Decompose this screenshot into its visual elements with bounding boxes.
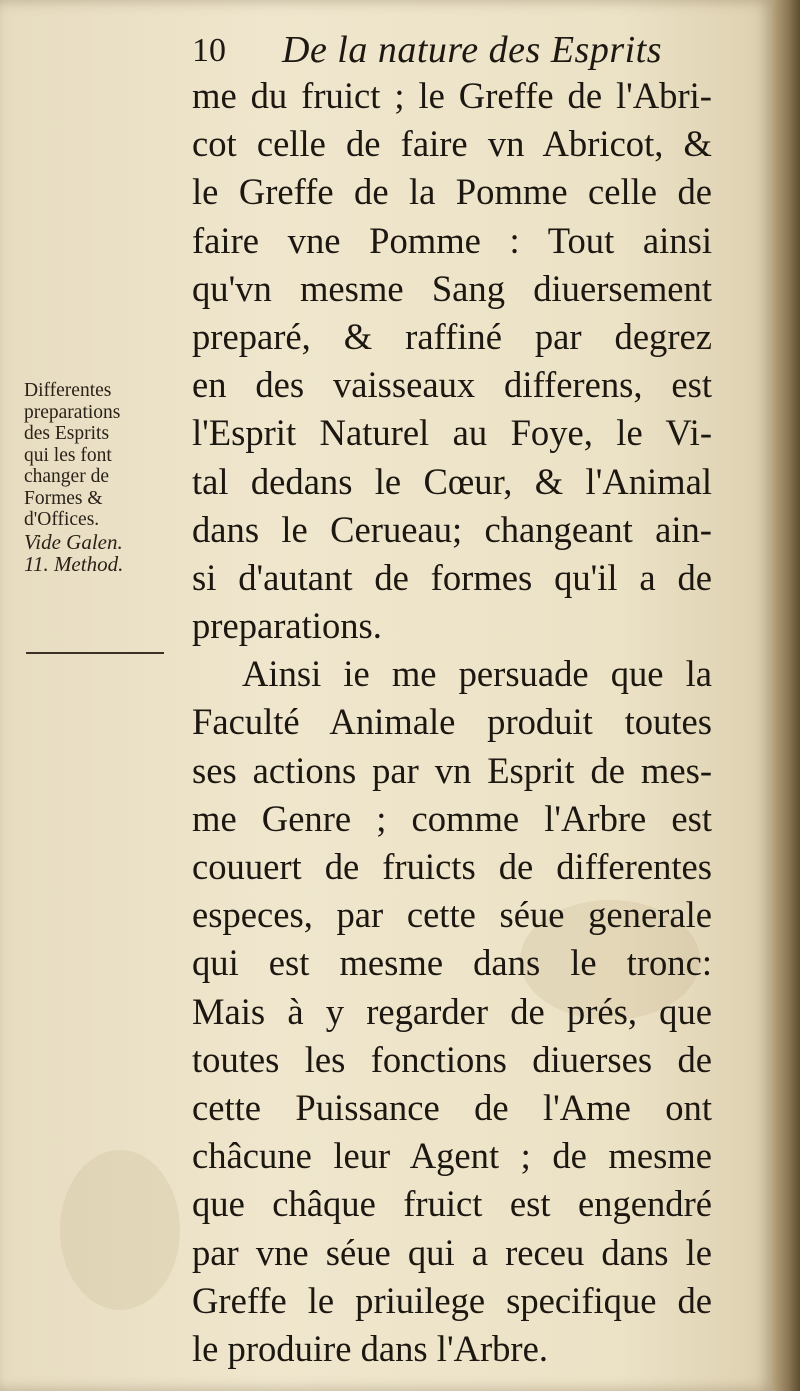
text-line: par vne séue qui a receu dans le — [192, 1231, 712, 1273]
margin-note — [24, 380, 174, 576]
text-line: especes, par cette séue generale — [192, 894, 712, 936]
margin-note-line: qui les font — [24, 444, 112, 466]
text-line: châcune leur Agent ; de mesme — [192, 1135, 712, 1177]
page-edge — [772, 0, 800, 1391]
margin-note-line: preparations — [24, 401, 121, 423]
margin-note-line: Differentes — [24, 380, 112, 401]
text-line: ses actions par vn Esprit de mes- — [192, 749, 712, 791]
text-line: Greffe le priuilege specifique de — [192, 1279, 712, 1321]
margin-citation-line: 11. Method. — [24, 552, 124, 576]
body-text — [192, 72, 712, 1373]
text-line: le produire dans l'Arbre. — [192, 1327, 548, 1369]
text-line: que châque fruict est engendré — [192, 1183, 712, 1225]
text-line: si d'autant de formes qu'il a de — [192, 556, 712, 598]
margin-note-line: changer de — [24, 466, 109, 487]
margin-citation-line: Vide Galen. — [24, 529, 123, 554]
text-line: preparations. — [192, 605, 382, 647]
margin-note-line: Formes & — [24, 487, 103, 509]
text-line: Ainsi ie me persuade que la — [242, 653, 712, 695]
text-line: qu'vn mesme Sang diuersement — [192, 267, 712, 309]
text-line: dans le Cerueau; changeant ain- — [192, 508, 712, 550]
text-line: l'Esprit Naturel au Foye, le Vi- — [192, 412, 712, 454]
text-line: me du fruict ; le Greffe de l'Abri- — [192, 75, 712, 116]
text-line: toutes les fonctions diuerses de — [192, 1038, 712, 1080]
text-line: qui est mesme dans le tronc: — [192, 942, 712, 984]
text-line: couuert de fruicts de differentes — [192, 846, 712, 887]
page-number: 10 — [192, 32, 226, 69]
text-line: Mais à y regarder de prés, que — [192, 990, 712, 1032]
margin-note-rule — [26, 652, 164, 654]
text-line: faire vne Pomme : Tout ainsi — [192, 219, 712, 261]
margin-note-line: d'Offices. — [24, 509, 100, 530]
paper-stain — [60, 1150, 180, 1310]
text-line: me Genre ; comme l'Arbre est — [192, 797, 712, 839]
text-line: cot celle de faire vn Abricot, & — [192, 123, 712, 165]
text-line: le Greffe de la Pomme celle de — [192, 171, 712, 213]
running-title: De la nature des Esprits — [282, 29, 663, 71]
margin-note-line: des Esprits — [24, 423, 110, 444]
text-line: preparé, & raffiné par degrez — [192, 315, 712, 357]
text-line: en des vaisseaux differens, est — [192, 364, 712, 406]
text-line: tal dedans le Cœur, & l'Animal — [192, 460, 712, 502]
text-line: cette Puissance de l'Ame ont — [192, 1086, 712, 1128]
text-line: Faculté Animale produit toutes — [192, 701, 712, 743]
